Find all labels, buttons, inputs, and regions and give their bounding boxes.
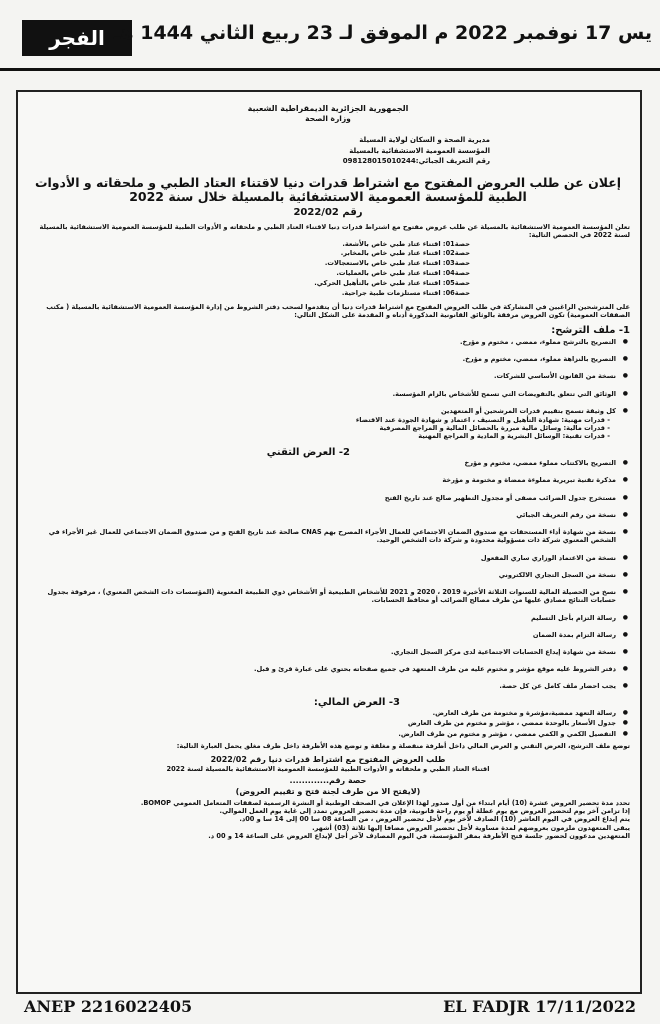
list-item: ● يجب احضار ملف كامل عن كل حصة. [26,682,616,690]
section-3-title: 3- العرض المالي: [313,696,400,708]
issuer-block [210,135,490,165]
establishment: المؤسسة العمومية الاستشفائية بالمسيلة [349,146,490,155]
section-1-list [26,338,630,415]
section-1-title: 1- ملف الترشح: [551,325,630,337]
list-item: ● مستخرج جدول الضرائب مصفى أو مجدول التطهير صالح عند تاريخ الفتح [26,494,616,502]
tax-id: رقم التعريف الجبائي:098128015010244 [342,156,490,165]
notice-title: إعلان عن طلب العروض المفتوح مع اشتراط قدرات دنيا لاقتناء العتاد الطبي و ملحقاته و الأدوات الطبية للمؤسسة العمومية الاستشفائية بالمسيلة خلال سنة 2022 [34,174,622,205]
list-item: ● رسالة التزام بأجل التسليم [26,614,616,622]
closing-line: المتعهدين مدعوون لحضور جلسة فتح الأظرفة بمقر المؤسسة، في اليوم المصادف لآخر أجل لإيداع العروض على الساعة 14 و 00 د. [208,831,630,840]
closing-line: إذا تزامن آخر يوم لتحضير العروض مع يوم عطلة أو يوم راحة قانونية، فإن مدة تحضير العروض تمدد إلى غاية يوم العمل الموالي. [219,807,630,816]
list-item: ● نسخة من شهادة إيداع الحسابات الاجتماعية لدى مركز السجل التجاري. [26,648,616,656]
list-item: ● التصريح بالاكتتاب مملوء ممضي، مختوم و مؤرخ [26,459,616,467]
directorate: مديرية الصحة و السكان لولاية المسيلة [359,136,490,145]
header-date: يس 17 نوفمبر 2022 م الموفق لـ 23 ربيع الثاني 1444 هـ [113,22,652,44]
list-item: ● مذكرة تقنية تبريرية مملوءة ممضاة و مختومة و مؤرخة [26,476,616,484]
list-item: ● كل وثيقة تسمح بتقييم قدرات المرشحين أو المتعهدين [26,407,616,415]
anep-reference: ANEP 2216022405 [24,996,193,1016]
closing-line: يتم إيداع العروض في اليوم العاشر (10) الصادف لآخر يوم لأجل تحضير العروض ، من الساعة 08 سا 00 إلى 14 سا و 00د. [239,815,630,824]
section-3-list [26,709,630,738]
envelope-line: اقتناء العتاد الطبي و ملحقاته و الأدوات الطبية للمؤسسة العمومية الاستشفائية بالمسيلة لسنة 2022 [166,765,490,774]
list-item: ● نسخة من رقم التعريف الجبائي [26,511,616,519]
list-item: ● نسخ من الحصيلة المالية للسنوات الثلاثة الأخيرة 2019 ، 2020 و 2021 للأشخاص الطبيعية أو الأشخاص ذوي الطبيعة المعنوية (المؤسسات ذات الشخص المعنوي) ، مرفوقة بجدول حسابات النتائج مصادق عليها من طرف مصالح الضرائب أو محافظ الحسابات. [26,588,616,604]
republic-heading: الجمهورية الجزائرية الديمقراطية الشعبية [247,104,409,113]
list-item: ● نسخة من الاعتماد الوزاري ساري المفعول [26,554,616,562]
envelope-line: (لايفتح الا من طرف لجنة فتح و تقييم العروض) [235,786,421,796]
newspaper-footer [0,988,660,1024]
list-item: ● التصريح بالترشح مملوء، ممضي ، مختوم و مؤرخ. [26,338,616,346]
lot-item: حصة06: اقتناء مستلزمات طبية جراحية. [341,288,470,297]
lots-list [310,240,470,299]
section-2-title: 2- العرض التقني [266,446,350,458]
lot-item: حصة05: اقتناء عتاد طبي خاص بالتأهيل الحركي. [314,279,470,288]
closing-line: تحدد مدة تحضير العروض عشرة (10) أيام ابتداء من أول صدور لهذا الإعلان في الصحف الوطنية أو النشرة الرسمية لصفقات المتعامل العمومي BOMOP. [140,798,630,807]
lot-item: حصة04: اقتناء عتاد طبي خاص بالعمليات. [336,269,470,278]
envelope-note: توضع ملف الترشح، العرض التقني و العرض المالي داخل أظرفة منفصلة و مغلقة و توضع هذه الأظرفة داخل ظرف مغلق يحمل العبارة التالية: [176,741,630,750]
invite-paragraph: على المترشحين الراغبين في المشاركة في طلب العروض المفتوح مع اشتراط قدرات دنيا أن يتقدموا لسحب دفتر الشروط من إدارة المؤسسة العمومية الاستشفائية بالمسيلة ( مكتب الصفقات العمومية) تكون العروض مرفقة بالوثائق القانونية المذكورة أدناه و المقدمة على الشكل التالي: [46,302,630,320]
capacity-item: - قدرات مالية: وسائل مالية مبررة بالحصائل المالية و المراجع المصرفية [379,424,610,433]
envelope-label [26,754,630,797]
publication-reference: EL FADJR 17/11/2022 [443,996,636,1016]
list-item: ● نسخة من القانون الأساسي للشركات. [26,372,616,380]
ministry-heading: وزارة الصحة [305,114,351,123]
envelope-line: حصة رقم............. [289,775,367,785]
intro-paragraph: تعلن المؤسسة العمومية الاستشفائية بالمسيلة عن طلب عروض مفتوح مع اشتراط قدرات دنيا لاقتناء العتاد الطبي و ملحقاته و الأدوات الطبية للمؤسسة العمومية الاستشفائية بالمسيلة لسنة 2022 في الحصص التالية: [39,223,630,240]
lot-item: حصة03: اقتناء عتاد طبي خاص بالاستعجالات. [324,259,470,268]
list-item: ● دفتر الشروط عليه موقع مؤشر و مختوم عليه من طرف المتعهد في جميع صفحاته بحتوي على عبارة قرئ و قبل. [26,665,616,673]
capacity-item: - قدرات مهنية: شهادة التأهيل و التصنيف ، اعتماد و شهادة الجودة عند الاقتضاء [355,416,610,424]
newspaper-header [0,0,660,71]
list-item: ● التصريح بالنزاهة مملوء، ممضي، مختوم و مؤرخ. [26,355,616,363]
lot-item: حصة01: اقتناء عتاد طبي خاص بالأشعة. [342,239,470,248]
newspaper-logo: الفجر [22,20,132,56]
list-item: ● نسخة من السجل التجاري الالكتروني [26,571,616,579]
list-item: ● جدول الأسعار بالوحدة ممضي ، مؤشر و مختوم من طرف العارض [26,719,616,727]
list-item: ● الوثائق التي تتعلق بالتفويضات التي تسمح للأشخاص بالزام المؤسسة. [26,390,616,398]
capacity-item: - قدرات تقنية: الوسائل البشرية و المادية و المراجع المهنية [418,432,610,441]
list-item: ● التفصيل الكمي و الكمي ممضي ، مؤشر و مختوم من طرف العارض. [26,730,616,738]
list-item: ● رسالة التعهد ممضية،مؤشرة و مختومة من طرف العارض. [26,709,616,717]
section-2-list [26,459,630,691]
notice-number: رقم 2022/02 [293,206,363,218]
lot-item: حصة02: اقتناء عتاد طبي خاص بالمخابر. [340,249,470,258]
list-item: ● نسخة من شهادة أداء المستحقات مع صندوق الضمان الاجتماعي للعمال الأجراء المصرح بهم CNAS صالحة عند تاريخ الفتح و من صندوق الضمان الاجتماعي للعمال غير الأجراء في الشخص المعنوي شركة ذات مسؤولية محدودة و شركة ذات الشخص الوحيد. [26,528,616,544]
capacity-list [26,416,610,441]
envelope-line: طلب العروض المفتوح مع اشتراط قدرات دنيا رقم 2022/02 [210,755,446,765]
list-item: ● رسالة التزام بمدة الضمان [26,631,616,639]
closing-line: يبقى المتعهدون ملزمون بعروضهم لمدة مساوية لأجل تحضير العروض مضافا إليها ثلاثة (03) أشهر. [312,823,630,832]
closing-paragraphs [26,799,630,840]
tender-notice [16,90,642,994]
